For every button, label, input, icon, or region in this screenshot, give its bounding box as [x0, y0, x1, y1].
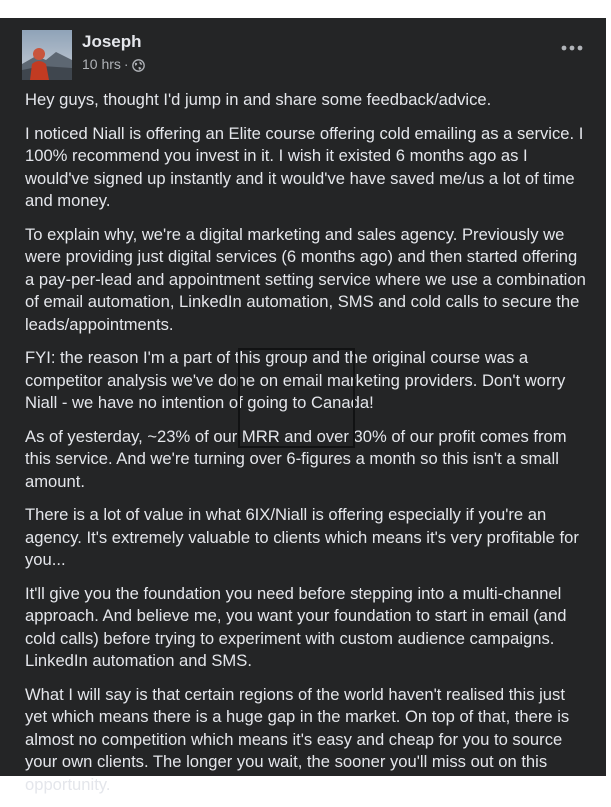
author-name[interactable]: Joseph	[82, 32, 142, 51]
avatar-image	[22, 30, 72, 80]
avatar[interactable]	[22, 30, 72, 80]
post-timestamp[interactable]: 10 hrs	[82, 56, 121, 72]
more-options-button[interactable]	[558, 38, 586, 58]
post-body	[25, 89, 587, 807]
post-header	[22, 30, 586, 86]
post-meta	[82, 55, 145, 73]
post-paragraph: It'll give you the foundation you need before stepping into a multi-channel approach. And believe me, you want your foundation to start in email (and cold calls) before trying to experiment with custom audience campaigns. LinkedIn automation and SMS.	[25, 583, 567, 670]
post-paragraph: There is a lot of value in what 6IX/Niall is offering especially if you're an agency. It's extremely valuable to clients which means it's very profitable for you...	[25, 505, 579, 569]
post-paragraph: Hey guys, thought I'd jump in and share some feedback/advice.	[25, 90, 492, 109]
meta-separator: ·	[123, 56, 129, 72]
globe-icon[interactable]	[132, 58, 145, 71]
post-paragraph: To explain why, we're a digital marketing and sales agency. Previously we were providing just digital services (6 months ago) and then started offering a pay-per-lead and appointment setting service where we use a combination of email automation, LinkedIn automation, SMS and cold calls to secure the leads/appointments.	[25, 224, 586, 334]
post-paragraph: I noticed Niall is offering an Elite course offering cold emailing as a service. I 100% recommend you invest in it. I wish it existed 6 months ago as I would've signed up instantly and it would've have saved me/us a lot of time and money.	[25, 123, 584, 210]
post-paragraph: FYI: the reason I'm a part of this group and the original course was a competitor analysis we've done on email marketing providers. Don't worry Niall - we have no intention of going to Canada!	[25, 348, 566, 412]
post-paragraph: As of yesterday, ~23% of our MRR and over 30% of our profit comes from this service. And we're turning over 6-figures a month so this isn't a small amount.	[25, 426, 567, 491]
post-paragraph: What I will say is that certain regions of the world haven't realised this just yet which means there is a huge gap in the market. On top of that, there is almost no competition which means it's easy and cheap for you to source your own clients. The longer you wait, the sooner you'll miss out on this opportunity.	[25, 684, 570, 794]
author-block	[82, 32, 145, 73]
facebook-post	[0, 18, 606, 794]
more-options-icon	[561, 45, 583, 51]
